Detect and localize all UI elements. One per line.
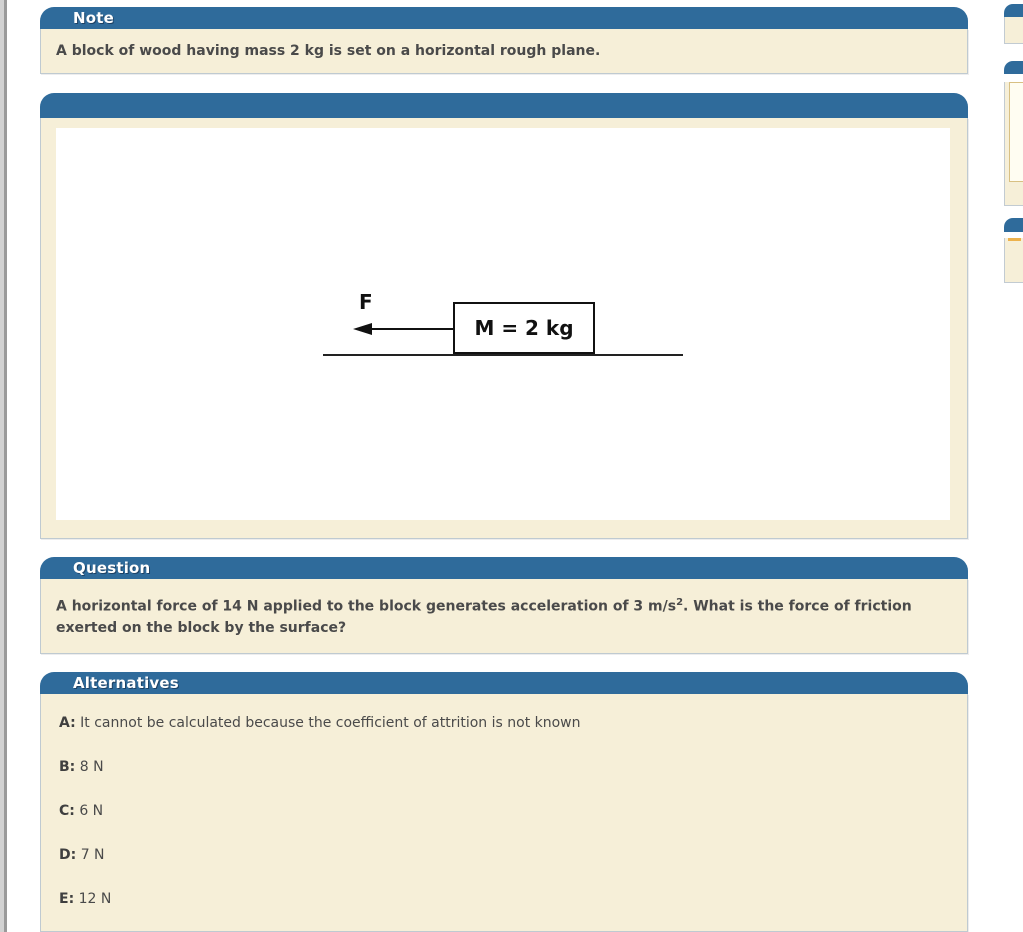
force-label: F	[359, 290, 373, 314]
alternatives-header	[40, 672, 968, 694]
clipped-question-header	[1004, 218, 1023, 232]
option-text: 6 N	[79, 803, 104, 819]
option-label: B:	[59, 759, 76, 775]
question-text-tail: . What is the force of friction exerted on the block by the surface?	[56, 598, 912, 636]
question-body	[40, 579, 968, 654]
alternative-option-d[interactable]	[59, 847, 949, 863]
figure-body	[40, 118, 968, 539]
option-label: C:	[59, 803, 75, 819]
alternatives-title: Alternatives	[73, 674, 179, 692]
note-header	[40, 7, 968, 29]
alternative-option-c[interactable]	[59, 803, 949, 819]
clipped-figure-body	[1004, 82, 1023, 206]
free-body-diagram	[323, 290, 683, 360]
clipped-figure-image	[1009, 82, 1023, 182]
note-panel	[40, 7, 968, 74]
option-label: A:	[59, 715, 76, 731]
figure-header	[40, 93, 968, 118]
alternative-option-e[interactable]	[59, 891, 949, 907]
note-title: Note	[73, 9, 115, 27]
figure-panel	[40, 93, 968, 539]
alternative-option-a[interactable]	[59, 715, 949, 731]
clipped-question-panel	[1004, 218, 1023, 283]
alternative-option-b[interactable]	[59, 759, 949, 775]
clipped-note-panel	[1004, 4, 1023, 44]
mass-block-label: M = 2 kg	[474, 316, 574, 340]
left-scroll-rail	[0, 0, 7, 932]
question-panel	[40, 557, 968, 654]
clipped-note-body	[1004, 17, 1023, 44]
clipped-highlight-dash	[1008, 238, 1021, 241]
option-text: It cannot be calculated because the coefficient of attrition is not known	[80, 715, 581, 731]
note-text: A block of wood having mass 2 kg is set on a horizontal rough plane.	[56, 43, 601, 59]
clipped-question-body	[1004, 238, 1023, 283]
clipped-note-header	[1004, 4, 1023, 17]
ground-line	[323, 354, 683, 356]
question-header	[40, 557, 968, 579]
option-label: D:	[59, 847, 77, 863]
option-text: 7 N	[80, 847, 105, 863]
mass-block	[453, 302, 595, 354]
alternatives-body	[40, 694, 968, 932]
option-text: 12 N	[78, 891, 112, 907]
option-text: 8 N	[79, 759, 104, 775]
clipped-figure-header	[1004, 61, 1023, 74]
question-text: A horizontal force of 14 N applied to the block generates acceleration of 3 m/s	[56, 598, 677, 615]
figure-image	[56, 128, 950, 520]
option-label: E:	[59, 891, 75, 907]
question-superscript: 2	[676, 597, 684, 608]
note-body	[40, 29, 968, 74]
alternatives-panel	[40, 672, 968, 932]
question-title: Question	[73, 559, 151, 577]
force-arrow-line	[369, 328, 454, 330]
clipped-figure-panel	[1004, 61, 1023, 206]
